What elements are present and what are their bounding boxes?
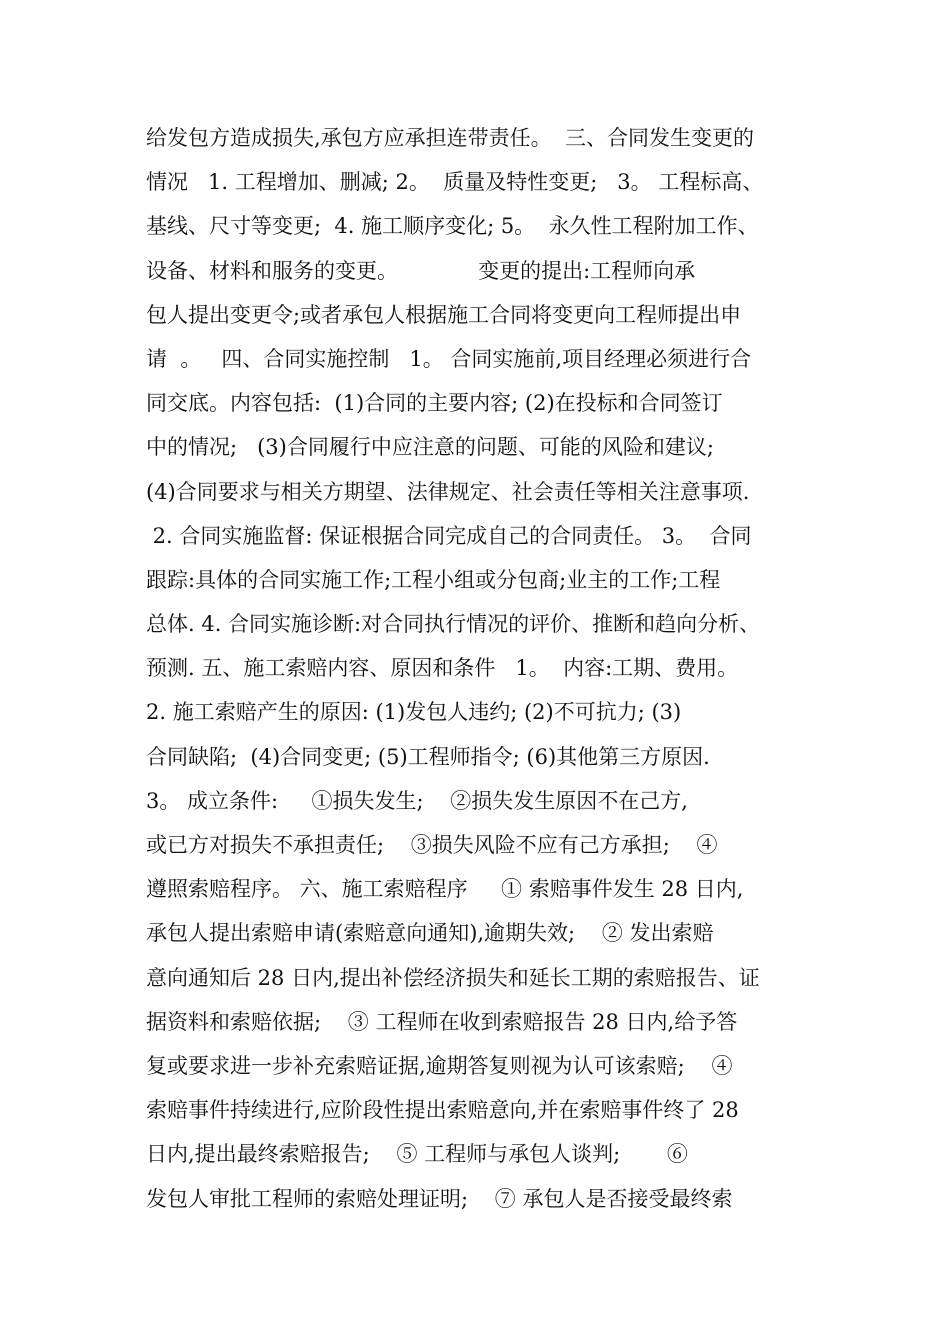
text-line: 合同缺陷; (4)合同变更; (5)工程师指令; (6)其他第三方原因. — [146, 744, 710, 769]
text-line: 3。 成立条件: ①损失发生; ②损失发生原因不在己方, — [146, 788, 688, 813]
text-line: 发包人审批工程师的索赔处理证明; ⑦ 承包人是否接受最终索 — [146, 1186, 733, 1211]
text-line: 基线、尺寸等变更; 4. 施工顺序变化; 5。 永久性工程附加工作、 — [146, 214, 759, 239]
text-line: 情况 1. 工程增加、删减; 2。 质量及特性变更; 3。 工程标高、 — [146, 170, 764, 195]
text-line: 同交底。内容包括: (1)合同的主要内容; (2)在投标和合同签订 — [146, 391, 723, 416]
text-line: 承包人提出索赔申请(索赔意向通知),逾期失效; ② 发出索赔 — [146, 921, 714, 946]
text-line: 2. 施工索赔产生的原因: (1)发包人违约; (2)不可抗力; (3) — [146, 700, 682, 725]
text-line: 包人提出变更令;或者承包人根据施工合同将变更向工程师提出申 — [146, 302, 742, 327]
text-line: 据资料和索赔依据; ③ 工程师在收到索赔报告 28 日内,给予答 — [146, 1009, 738, 1034]
text-line: 跟踪:具体的合同实施工作;工程小组或分包商;业主的工作;工程 — [146, 567, 721, 592]
text-line: 给发包方造成损失,承包方应承担连带责任。 三、合同发生变更的 — [146, 126, 755, 150]
text-line: 中的情况; (3)合同履行中应注意的问题、可能的风险和建议; — [146, 435, 714, 460]
text-line: 遵照索赔程序。 六、施工索赔程序 ① 索赔事件发生 28 日内, — [146, 877, 744, 902]
text-line: 2. 合同实施监督: 保证根据合同完成自己的合同责任。 3。 合同 — [146, 523, 752, 548]
text-line: (4)合同要求与相关方期望、法律规定、社会责任等相关注意事项. — [146, 479, 750, 504]
text-line: 索赔事件持续进行,应阶段性提出索赔意向,并在索赔事件终了 28 — [146, 1098, 739, 1123]
text-line: 日内,提出最终索赔报告; ⑤ 工程师与承包人谈判; ⑥ — [146, 1142, 688, 1167]
body-text — [146, 116, 846, 1221]
text-line: 请 。 四、合同实施控制 1。 合同实施前,项目经理必须进行合 — [146, 346, 752, 371]
text-line: 意向通知后 28 日内,提出补偿经济损失和延长工期的索赔报告、证 — [146, 965, 760, 990]
text-line: 总体. 4. 合同实施诊断:对合同执行情况的评价、推断和趋向分析、 — [146, 612, 761, 637]
text-line: 预测. 五、施工索赔内容、原因和条件 1。 内容:工期、费用。 — [146, 656, 739, 681]
text-line: 复或要求进一步补充索赔证据,逾期答复则视为认可该索赔; ④ — [146, 1053, 733, 1078]
text-line: 设备、材料和服务的变更。 变更的提出:工程师向承 — [146, 258, 696, 283]
text-line: 或已方对损失不承担责任; ③损失风险不应有己方承担; ④ — [146, 833, 718, 857]
